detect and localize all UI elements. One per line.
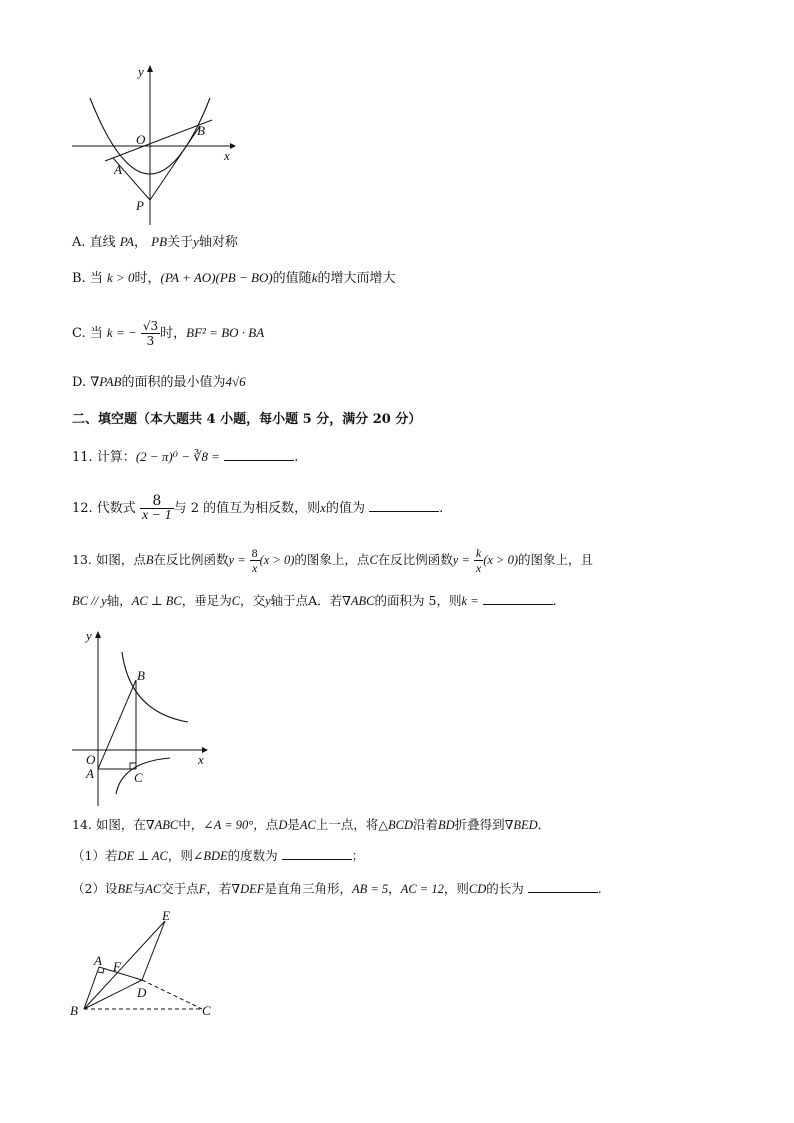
seg-PA: PA	[119, 234, 135, 249]
label-C: C	[134, 770, 143, 785]
y-axis-arrow	[147, 65, 153, 72]
q12-num: 8	[140, 494, 174, 509]
q14-p2a: （2）设	[72, 881, 118, 896]
q14-l1k: 沿着	[412, 817, 438, 832]
question-14-line1	[72, 815, 550, 835]
question-13-line1	[72, 540, 593, 580]
q13-l2k: ∇ABC	[342, 594, 375, 608]
label-F: F	[113, 959, 121, 974]
q13-fraction2	[474, 546, 483, 575]
q12-text2: 的值为	[325, 501, 365, 516]
q12-text1: 与 2 的值互为相反数，则	[173, 501, 321, 516]
q13-end: .	[552, 593, 557, 608]
line-AB	[105, 120, 212, 161]
label-B: B	[197, 123, 205, 138]
q14-p2h: ∇DEF	[231, 882, 265, 896]
q14-p2c: 与	[132, 881, 146, 896]
label-y: y	[138, 64, 144, 79]
q12-label: 12. 代数式	[72, 501, 136, 516]
q13-f1num: 8	[251, 546, 258, 560]
q14-p2i: 是直角三角形，	[264, 881, 352, 896]
option-b-text2: 的增大而增大	[317, 271, 396, 286]
q13-cond1: (x > 0)	[259, 553, 295, 567]
q13-f1den: x	[251, 561, 258, 575]
label-O: O	[136, 132, 146, 147]
q12-end: .	[439, 501, 444, 516]
q14-p2j: AB = 5	[351, 882, 389, 896]
option-b-expr: (PA + AO)(PB − BO)	[160, 270, 273, 285]
q13-l2h: 轴于点	[270, 593, 309, 608]
curve-lower	[116, 758, 170, 794]
q14-l1e: ，点	[253, 817, 279, 832]
q14-l1g: 是	[287, 817, 300, 832]
option-b-cond: k > 0	[106, 270, 135, 285]
seg-PB: PB	[151, 234, 168, 249]
option-a-prefix: A. 直线	[72, 235, 116, 250]
q14-p2o: 的长为	[486, 881, 524, 896]
option-c-mid: 时，	[160, 326, 187, 341]
question-13-line2	[72, 591, 557, 611]
q13-f2den: x	[475, 561, 482, 575]
q14-l1l: BD	[438, 818, 455, 832]
option-c-num: √3	[142, 319, 159, 333]
q14-l1n: ∇BED	[504, 818, 538, 832]
q14-l1b: ∇ABC	[145, 818, 179, 832]
var-k: k	[311, 270, 318, 285]
q14-l1d: ∠A = 90°	[203, 818, 254, 832]
option-d-prefix: D.	[72, 375, 87, 390]
q13-l2f: ，交	[240, 593, 266, 608]
label-D: D	[137, 985, 147, 1000]
q14-p2b: BE	[117, 882, 133, 896]
label-E: E	[162, 908, 170, 923]
q14-p1-end: ；	[351, 848, 365, 863]
q14-l1i: 上一点，将	[315, 817, 379, 832]
q14-p1a: （1）若	[72, 848, 118, 863]
option-b-prefix: B. 当	[72, 271, 103, 286]
x-axis-arrow	[230, 143, 236, 149]
option-c-keq: k = −	[106, 325, 137, 340]
segment-AB	[98, 680, 136, 769]
option-a	[72, 232, 238, 253]
q11-answer-blank[interactable]	[224, 448, 294, 461]
q14-p2k: ，	[388, 881, 401, 896]
label-B: B	[70, 1003, 78, 1018]
q12-xv: x	[320, 500, 326, 515]
q14-p2l: AC = 12	[400, 882, 444, 896]
q13-l2a: BC // y	[72, 594, 107, 608]
option-d-text: 的面积的最小值为	[121, 375, 226, 390]
option-d-tri: ∇PAB	[90, 374, 122, 389]
q14-l1h: AC	[299, 818, 316, 832]
option-d-val: 4√6	[225, 374, 246, 389]
curve-upper	[122, 652, 188, 722]
q13-l2c: AC ⊥ BC	[131, 594, 182, 608]
y-axis-arrow	[95, 631, 101, 638]
q13-answer-blank[interactable]	[483, 592, 553, 605]
q14-l1f: D	[278, 818, 288, 832]
q14-p2-end: .	[597, 881, 602, 896]
option-b	[72, 268, 395, 289]
q14-p2m: ，则	[443, 881, 469, 896]
option-a-suffix: 轴对称	[198, 235, 238, 250]
label-O: O	[86, 752, 96, 767]
q13-l2e: C	[231, 594, 241, 608]
segment-ED	[142, 921, 165, 980]
q12-fraction	[140, 494, 174, 523]
option-c-fraction	[141, 319, 160, 348]
figure-reciprocal	[60, 622, 220, 812]
q13-label: 13. 如图，点	[72, 552, 146, 567]
label-B: B	[137, 668, 145, 683]
option-c	[72, 314, 264, 353]
q14-p2d: AC	[145, 882, 162, 896]
q13-l2j: ．若	[317, 593, 343, 608]
section-heading: 二、填空题（本大题共 4 小题，每小题 5 分，满分 20 分）	[72, 412, 422, 427]
option-d	[72, 372, 246, 393]
q11-expr: (2 − π)⁰ − ∛8 =	[135, 449, 221, 464]
figure-parabola	[60, 60, 250, 235]
q13-text1: 在反比例函数	[153, 552, 229, 567]
q13-fraction1	[250, 546, 260, 575]
question-14-part1	[72, 846, 364, 866]
q13-f1: y =	[228, 553, 246, 567]
question-12	[72, 488, 443, 529]
q13-f2: y =	[452, 553, 470, 567]
q13-cond2: (x > 0)	[483, 553, 519, 567]
label-y: y	[86, 628, 92, 643]
q14-l1o: ．	[537, 817, 551, 832]
option-c-eq: BF² = BO · BA	[186, 325, 265, 340]
label-A: A	[114, 162, 122, 177]
q14-p2e: 交于点	[161, 881, 199, 896]
question-14-part2	[72, 879, 602, 899]
q14-p1d: ∠BDE	[192, 849, 228, 863]
q13-l2g: y	[265, 594, 271, 608]
label-A: A	[94, 953, 102, 968]
q13-l2l: 的面积为 5，则	[374, 593, 462, 608]
option-c-den: 3	[146, 334, 155, 348]
option-c-prefix: C. 当	[72, 326, 103, 341]
q14-part1-answer-blank[interactable]	[282, 847, 352, 860]
option-a-text: 关于	[167, 235, 194, 250]
q14-p1c: ，则	[167, 848, 193, 863]
figure-triangle-fold	[62, 905, 232, 1025]
option-b-mid: 时，	[134, 271, 161, 286]
q14-p2n: CD	[468, 882, 487, 896]
q13-text2: 的图象上，点	[294, 552, 370, 567]
q13-l2d: ，垂足为	[181, 593, 232, 608]
q13-l2m: k =	[461, 594, 479, 608]
q13-f2num: k	[475, 546, 482, 560]
label-x: x	[224, 148, 230, 163]
q11-label: 11. 计算：	[72, 450, 136, 465]
q14-l1j: △BCD	[378, 818, 413, 832]
q14-l1c: 中，	[178, 817, 204, 832]
segment-DC-dashed	[142, 980, 202, 1009]
label-P: P	[136, 198, 144, 213]
q13-l2b: 轴，	[106, 593, 132, 608]
label-A: A	[86, 766, 94, 781]
option-a-sep: ，	[134, 235, 148, 250]
q14-l1m: 折叠得到	[454, 817, 505, 832]
q14-p1b: DE ⊥ AC	[117, 849, 168, 863]
q14-part2-answer-blank[interactable]	[528, 880, 598, 893]
q12-answer-blank[interactable]	[369, 499, 439, 512]
q13-l2i: A	[308, 593, 318, 608]
q13-text3: 在反比例函数	[377, 552, 453, 567]
segment-PB	[150, 126, 200, 200]
q11-end: .	[294, 450, 299, 465]
q14-p2f: F	[198, 882, 207, 896]
question-11	[72, 447, 298, 468]
q14-l1a: 14. 如图，在	[72, 817, 146, 832]
q14-p2g: ，若	[206, 881, 232, 896]
q14-p1e: 的度数为	[227, 848, 278, 863]
label-x: x	[198, 752, 204, 767]
q13-C: C	[369, 553, 378, 567]
q13-B: B	[145, 553, 154, 567]
q13-text4: 的图象上，且	[518, 552, 594, 567]
option-b-text1: 的值随	[272, 271, 312, 286]
var-y: y	[193, 234, 199, 249]
label-C: C	[202, 1003, 211, 1018]
q12-den: x − 1	[141, 508, 172, 523]
